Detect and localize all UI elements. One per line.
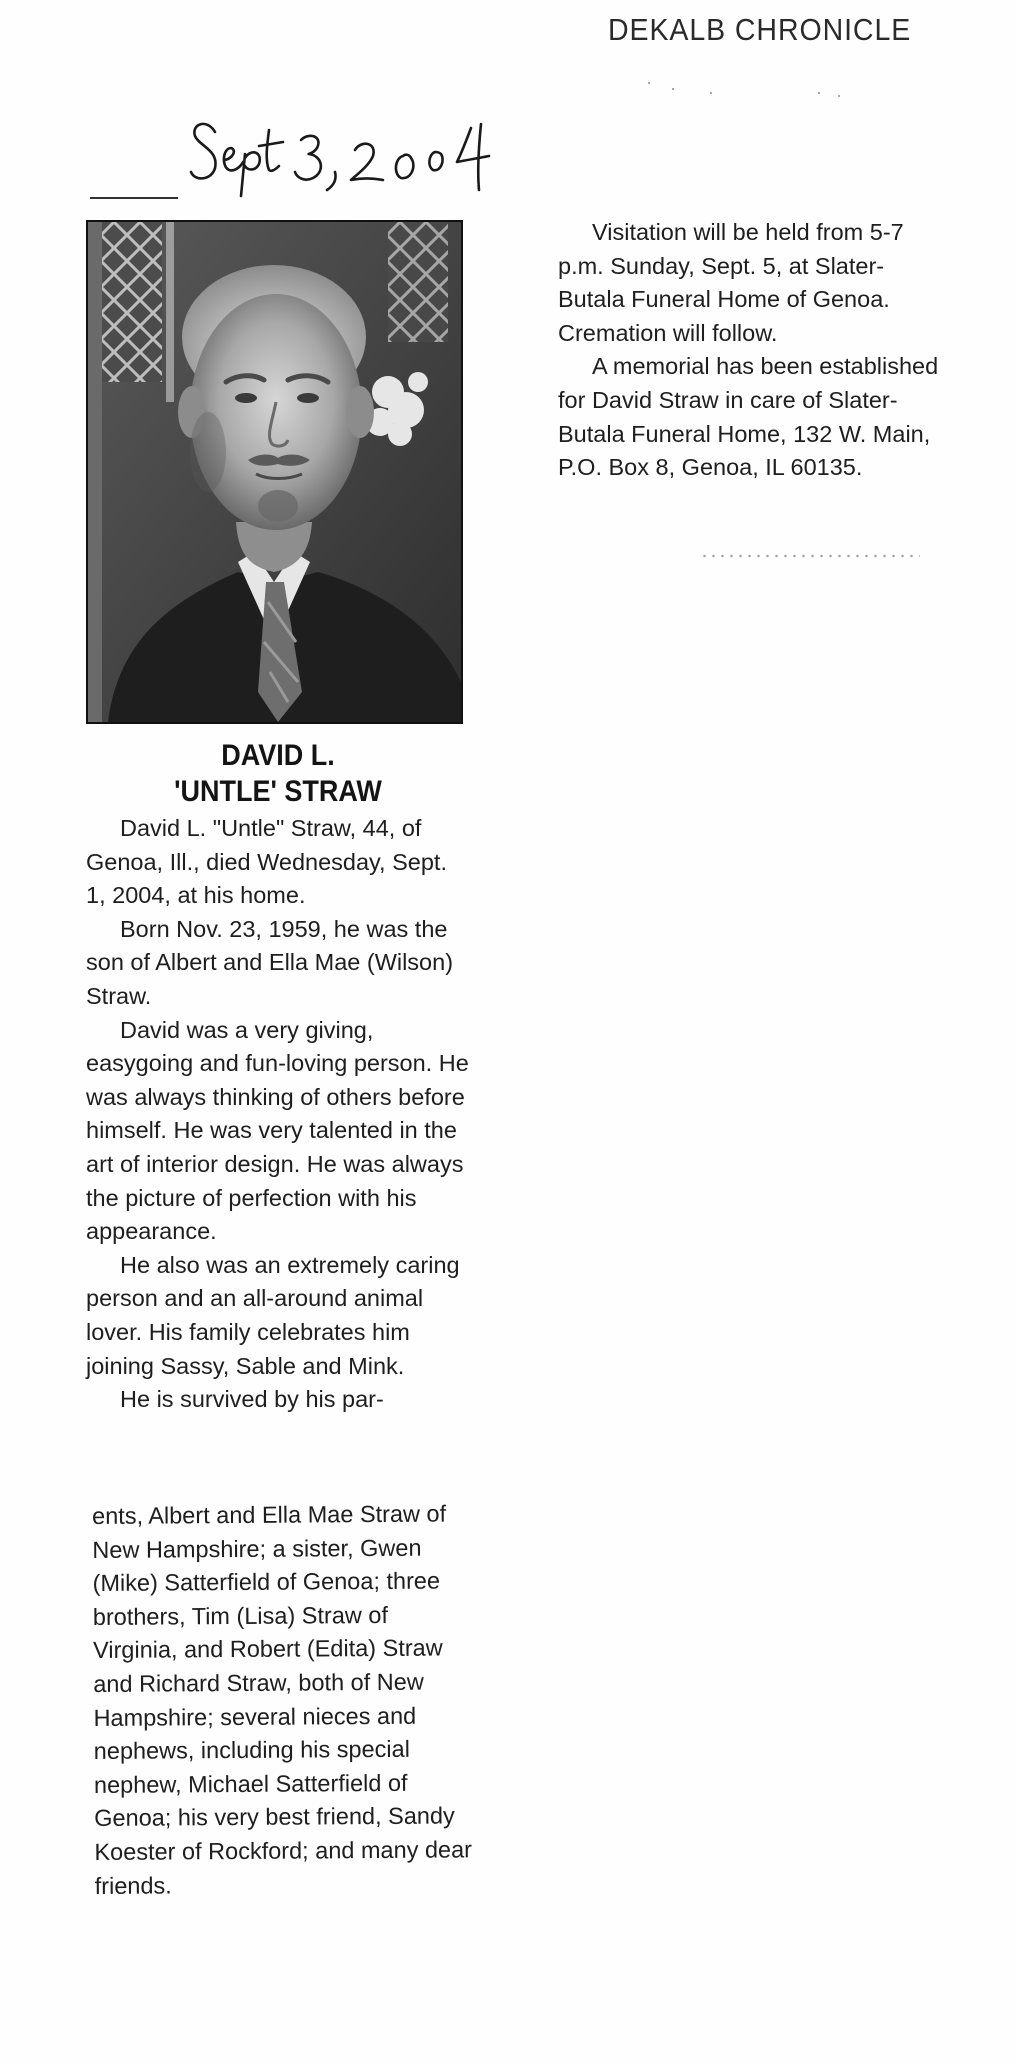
obituary-paragraph: David L. "Untle" Straw, 44, of Genoa, Ill., died Wednesday, Sept. 1, 2004, at his home. [86,815,447,909]
print-speck [838,95,840,97]
headline-line-1: DAVID L. [221,739,335,772]
clipping-cut-edge [700,554,920,558]
handwritten-date [185,110,515,205]
print-speck [648,82,650,84]
print-speck [818,92,820,94]
obituary-paragraph: He also was an extremely caring person and an all-around animal lover. His family celebrates him joining Sassy, Sable and Mink. [86,1251,460,1379]
obituary-paragraph: David was a very giving, easygoing and fun-loving person. He was always thinking of others before himself. He was very talented in the art of interior design. He was always the picture of perfection with his appearance. [86,1016,469,1245]
clipping-rule [90,197,178,199]
masthead: DEKALB CHRONICLE [608,12,912,47]
memorial-paragraph: A memorial has been established for David Straw in care of Slater-Butala Funeral Home, 132 W. Main, P.O. Box 8, Genoa, IL 60135. [558,353,939,481]
portrait-photo [86,220,463,724]
obituary-paragraph: Born Nov. 23, 1959, he was the son of Albert and Ella Mae (Wilson) Straw. [86,915,454,1009]
services-column [558,216,946,485]
survivors-paragraph: ents, Albert and Ella Mae Straw of New Hampshire; a sister, Gwen (Mike) Satterfield of Genoa; three brothers, Tim (Lisa) Straw of Virginia, and Robert (Edita) Straw and Richard Straw, both of New Hampshire; several nieces and nephews, including his special nephew, Michael Satterfield of Genoa; his very best friend, Sandy Koester of Rockford; and many dear friends. [92,1500,473,1899]
obituary-column [86,812,470,1417]
headline-line-2: 'UNTLE' STRAW [174,775,382,808]
obituary-headline [105,738,451,810]
visitation-paragraph: Visitation will be held from 5-7 p.m. Sunday, Sept. 5, at Slater-Butala Funeral Home of Genoa. Cremation will follow. [558,219,904,346]
print-speck [672,88,674,90]
obituary-paragraph: He is survived by his par- [120,1386,384,1413]
print-speck [710,92,712,94]
portrait-photo-image [88,222,461,722]
obituary-continuation [92,1497,479,1903]
